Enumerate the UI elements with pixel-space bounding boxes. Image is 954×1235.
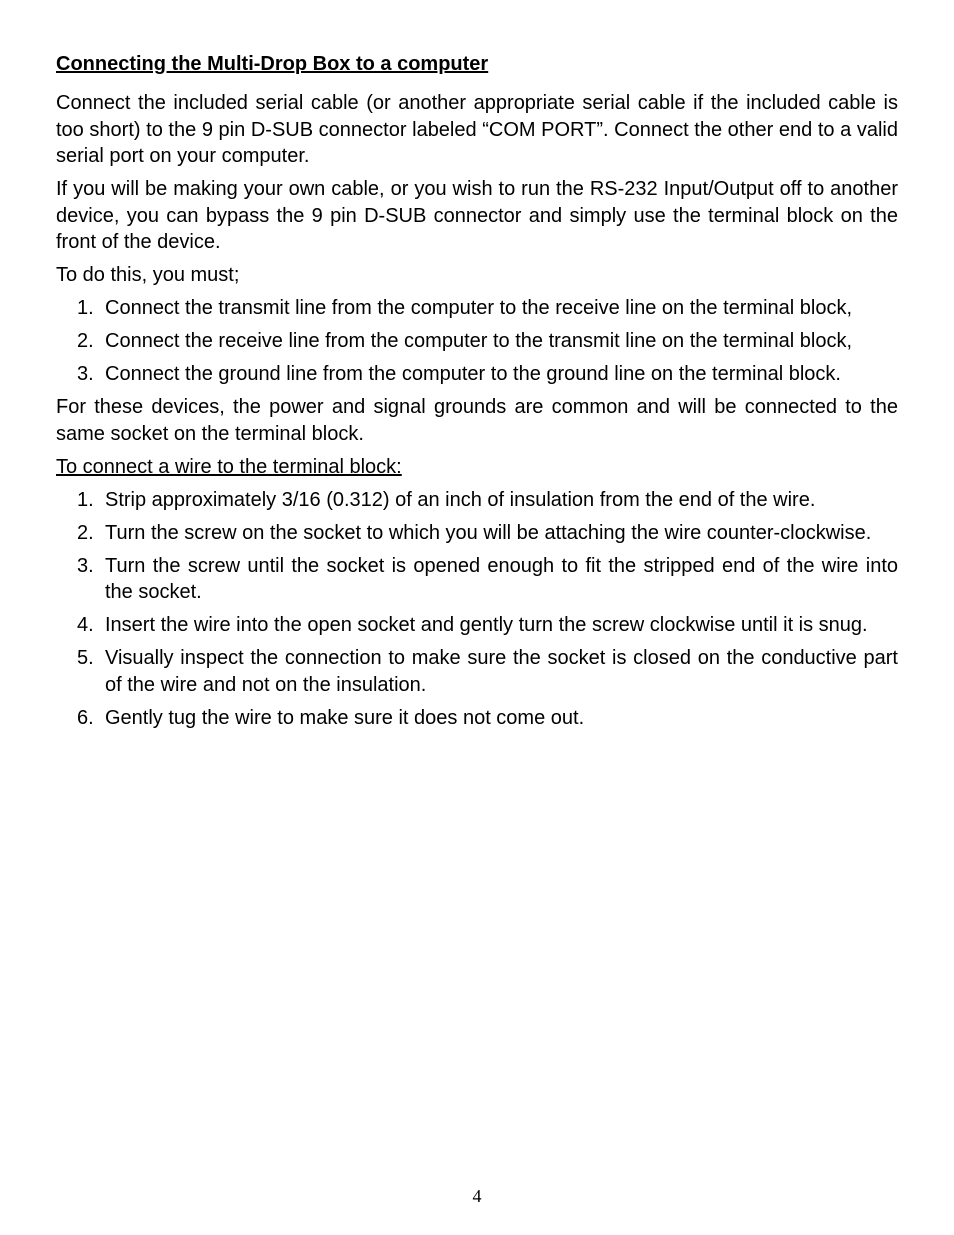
page-number: 4 (472, 1186, 482, 1206)
list-number: 3. (77, 554, 94, 577)
own-cable-paragraph: If you will be making your own cable, or you wish to run the RS-232 Input/Output off to another device, you can bypass the 9 pin D-SUB connector and simply use the terminal block on the front of the device. (56, 178, 898, 253)
list-number: 2. (77, 330, 94, 352)
list-item-text: Insert the wire into the open socket and gently turn the screw clockwise until it is snug. (105, 614, 868, 636)
terminal-block-steps-list (56, 487, 898, 732)
list-item (56, 553, 898, 606)
list-item (56, 487, 898, 514)
list-item (56, 328, 898, 355)
list-item-text: Turn the screw on the socket to which you will be attaching the wire counter-clockwise. (105, 521, 872, 544)
list-item-text: Connect the transmit line from the computer to the receive line on the terminal block, (105, 297, 853, 319)
grounds-paragraph: For these devices, the power and signal grounds are common and will be connected to the same socket on the terminal block. (56, 396, 898, 445)
list-item (56, 295, 898, 322)
section-heading: Connecting the Multi-Drop Box to a computer (56, 53, 489, 75)
list-item-text: Turn the screw until the socket is opened enough to fit the stripped end of the wire into the socket. (105, 554, 898, 603)
list-item (56, 705, 898, 732)
list-item-text: Visually inspect the connection to make sure the socket is closed on the conductive part of the wire and not on the insulation. (105, 647, 898, 696)
list-number: 2. (77, 521, 94, 544)
terminal-block-subheading: To connect a wire to the terminal block: (56, 455, 402, 478)
list-number: 1. (77, 297, 94, 319)
list-item (56, 520, 898, 547)
list-item (56, 612, 898, 639)
to-do-paragraph: To do this, you must; (56, 264, 240, 286)
list-item-text: Connect the receive line from the computer to the transmit line on the terminal block, (105, 330, 853, 352)
list-number: 3. (77, 363, 94, 385)
list-number: 4. (77, 614, 94, 636)
document-page (56, 51, 898, 738)
list-item (56, 361, 898, 388)
list-item-text: Strip approximately 3/16 (0.312) of an inch of insulation from the end of the wire. (105, 488, 816, 511)
list-item-text: Gently tug the wire to make sure it does not come out. (105, 706, 585, 729)
intro-paragraph: Connect the included serial cable (or another appropriate serial cable if the included cable is too short) to the 9 pin D-SUB connector labeled “COM PORT”. Connect the other end to a valid serial port on your computer. (56, 92, 898, 167)
list-item (56, 645, 898, 698)
list-number: 5. (77, 647, 94, 669)
list-item-text: Connect the ground line from the computer to the ground line on the terminal block. (105, 363, 841, 385)
list-number: 6. (77, 706, 94, 729)
wiring-steps-list (56, 295, 898, 388)
list-number: 1. (77, 488, 94, 511)
